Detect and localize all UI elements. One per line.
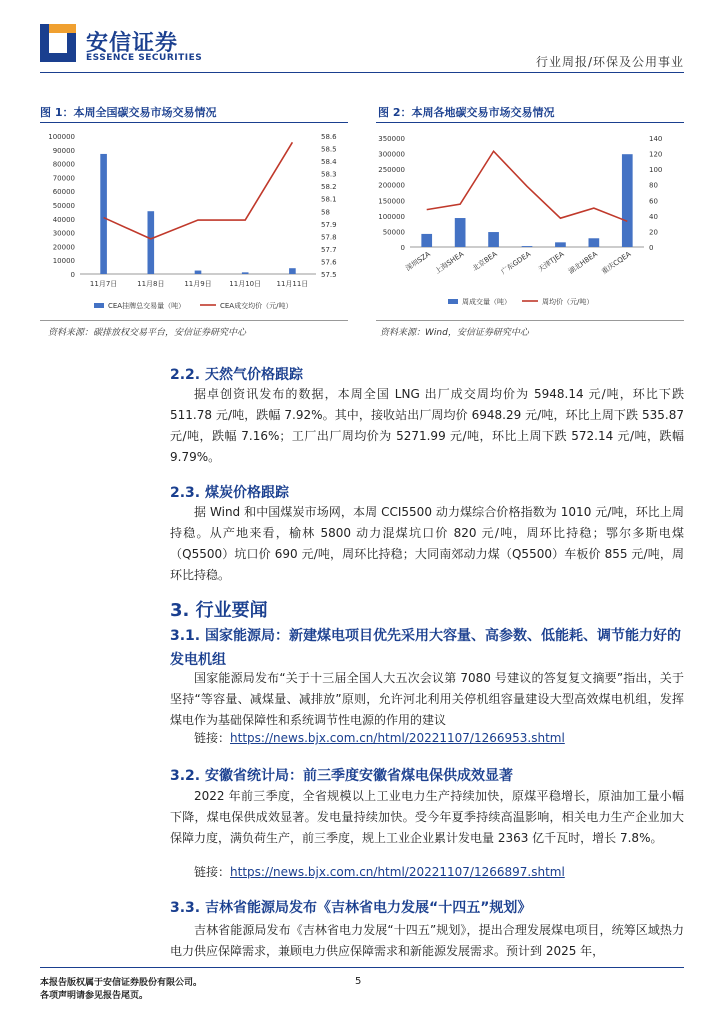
figure1-rule bbox=[40, 122, 348, 123]
y-right-tick: 57.6 bbox=[321, 258, 337, 267]
y-right-tick: 40 bbox=[649, 212, 658, 221]
logo-text: 安信证券 bbox=[86, 31, 179, 56]
section-3-3-title: 3.3. 吉林省能源局发布《吉林省电力发展“十四五”规划》 bbox=[170, 900, 532, 916]
figure1-bottom-rule bbox=[40, 320, 348, 321]
bar bbox=[622, 154, 633, 247]
x-tick: 广东GDEA bbox=[499, 250, 533, 277]
bar bbox=[147, 211, 154, 274]
y-left-tick: 50000 bbox=[382, 228, 405, 237]
x-tick: 11月10日 bbox=[229, 280, 262, 288]
section-2-3-text: 据 Wind 和中国煤炭市场网，本周 CCI5500 动力煤综合价格指数为 1010 元/吨，环比上周持稳。从产地来看，榆林 5800 动力混煤坑口价 820 元/吨，周环比持稳；鄂尔多斯电煤（Q5500）坑口价 690 元/吨，周环比持稳；大同南郊动力煤（Q5500）车板价 855 元/吨，周环比持稳。 bbox=[170, 505, 684, 582]
section-3-1-text: 国家能源局发布“关于十三届全国人大五次会议第 7080 号建议的答复复文摘要”指出，关于坚持“等容量、减煤量、减排放”原则，允许河北利用关停机组容量建设大型高效煤电机组，发挥煤电作为基础保障性和系统调节性电源的作用的建议 bbox=[170, 671, 684, 727]
y-right-tick: 58.2 bbox=[321, 183, 337, 192]
footer-copyright: 本报告版权属于安信证券股份有限公司。 bbox=[40, 978, 203, 988]
link-label: 链接： bbox=[194, 865, 231, 879]
legend-bar-swatch bbox=[448, 299, 458, 304]
bar bbox=[242, 272, 249, 274]
bar bbox=[488, 232, 499, 247]
y-left-tick: 0 bbox=[70, 271, 75, 279]
y-left-tick: 60000 bbox=[52, 188, 75, 197]
figure1-title: 图 1：本周全国碳交易市场交易情况 bbox=[40, 106, 217, 119]
figure1-chart bbox=[40, 126, 356, 318]
bar bbox=[289, 268, 296, 274]
y-right-tick: 57.5 bbox=[321, 271, 337, 279]
figure2-bottom-rule bbox=[376, 320, 684, 321]
y-right-tick: 140 bbox=[649, 135, 663, 143]
y-right-tick: 58.1 bbox=[321, 195, 337, 204]
logo-subtext: ESSENCE SECURITIES bbox=[86, 53, 203, 63]
y-right-tick: 100 bbox=[649, 166, 663, 175]
y-left-tick: 350000 bbox=[378, 135, 405, 143]
news-link-1[interactable]: https://news.bjx.com.cn/html/20221107/1266953.shtml bbox=[230, 731, 565, 745]
y-left-tick: 0 bbox=[400, 244, 405, 252]
section-3-1-title: 3.1. 国家能源局：新建煤电项目优先采用大容量、高参数、低能耗、调节能力好的发电机组 bbox=[170, 628, 681, 668]
bar bbox=[100, 154, 107, 274]
y-right-tick: 58 bbox=[321, 208, 330, 217]
legend-bar-swatch bbox=[94, 303, 104, 308]
section-2-2-text: 据卓创资讯发布的数据，本周全国 LNG 出厂成交周均价为 5948.14 元/吨，环比下跌 511.78 元/吨，跌幅 7.92%。其中，接收站出厂周均价 6948.29 元/吨，环比上周下跌 535.87 元/吨，跌幅 7.16%；工厂出厂周均价为 5271.99 元/吨，环比上周下跌 572.14 元/吨，跌幅 9.79%。 bbox=[170, 387, 684, 464]
line-series bbox=[427, 151, 628, 221]
y-right-tick: 58.6 bbox=[321, 133, 337, 141]
section-3-3-text: 吉林省能源局发布《吉林省电力发展“十四五”规划》，提出合理发展煤电项目，统筹区域热力电力供应保障需求，兼顾电力供应保障需求和新能源发展需求。预计到 2025 年， bbox=[170, 923, 684, 958]
x-tick: 11月9日 bbox=[184, 280, 212, 288]
y-right-tick: 57.7 bbox=[321, 245, 337, 254]
y-left-tick: 250000 bbox=[378, 166, 405, 175]
y-left-tick: 10000 bbox=[52, 257, 75, 266]
figure2-title: 图 2：本周各地碳交易市场交易情况 bbox=[378, 106, 555, 119]
line-series bbox=[104, 142, 293, 239]
section-3-title: 3. 行业要闻 bbox=[170, 600, 268, 621]
y-left-tick: 40000 bbox=[52, 215, 75, 224]
y-left-tick: 30000 bbox=[52, 229, 75, 238]
bar bbox=[421, 234, 432, 247]
y-right-tick: 58.5 bbox=[321, 145, 337, 154]
bar bbox=[455, 218, 466, 247]
page-number: 5 bbox=[355, 976, 362, 987]
y-left-tick: 300000 bbox=[378, 150, 405, 159]
y-left-tick: 150000 bbox=[378, 197, 405, 206]
y-right-tick: 60 bbox=[649, 197, 658, 206]
y-left-tick: 200000 bbox=[378, 181, 405, 190]
footer-divider bbox=[40, 967, 684, 968]
section-3-2-title: 3.2. 安徽省统计局：前三季度安徽省煤电保供成效显著 bbox=[170, 768, 513, 784]
figure2-chart bbox=[372, 126, 688, 318]
bar bbox=[522, 246, 533, 247]
y-right-tick: 57.8 bbox=[321, 233, 337, 242]
y-right-tick: 58.3 bbox=[321, 170, 337, 179]
y-left-tick: 70000 bbox=[52, 174, 75, 183]
x-tick: 11月11日 bbox=[276, 280, 309, 288]
section-3-2-text: 2022 年前三季度，全省规模以上工业电力生产持续加快，原煤平稳增长，原油加工量小幅下降，煤电保供成效显著。发电量持续加快。受今年夏季持续高温影响，相关电力生产企业加大保障力度，满负荷生产，前三季度，规上工业企业累计发电量 2363 亿千瓦时，增长 7.8%。 bbox=[170, 789, 684, 845]
x-tick: 11月8日 bbox=[137, 280, 165, 288]
y-right-tick: 58.4 bbox=[321, 158, 337, 167]
legend-line-label: 周均价（元/吨） bbox=[542, 298, 594, 306]
y-left-tick: 50000 bbox=[52, 202, 75, 210]
y-right-tick: 0 bbox=[649, 244, 654, 252]
x-tick: 湖北HBEA bbox=[567, 250, 600, 276]
news-link-2[interactable]: https://news.bjx.com.cn/html/20221107/1266897.shtml bbox=[230, 865, 565, 879]
figure2-source: 资料来源：Wind，安信证券研究中心 bbox=[380, 328, 529, 338]
report-category: 行业周报/环保及公用事业 bbox=[535, 55, 684, 69]
y-left-tick: 100000 bbox=[48, 133, 75, 141]
logo-icon bbox=[40, 24, 76, 62]
y-left-tick: 100000 bbox=[378, 212, 405, 221]
header-divider bbox=[40, 72, 684, 73]
y-right-tick: 20 bbox=[649, 228, 658, 237]
bar bbox=[195, 271, 202, 274]
legend-bar-label: CEA挂牌总交易量（吨） bbox=[108, 302, 186, 310]
x-tick: 11月7日 bbox=[89, 280, 118, 288]
y-left-tick: 90000 bbox=[52, 146, 75, 155]
section-3-1-link-row bbox=[194, 729, 565, 746]
x-tick: 深圳SZA bbox=[404, 250, 432, 273]
legend-line-label: CEA成交均价（元/吨） bbox=[220, 302, 293, 310]
figure2-rule bbox=[376, 122, 684, 123]
bar bbox=[555, 242, 566, 247]
section-3-2-link-row bbox=[194, 863, 565, 880]
link-label: 链接： bbox=[194, 731, 231, 745]
x-tick: 重庆CQEA bbox=[600, 250, 633, 276]
x-tick: 天津TJEA bbox=[536, 250, 566, 274]
y-left-tick: 20000 bbox=[52, 243, 75, 252]
y-left-tick: 80000 bbox=[52, 160, 75, 169]
figure1-source: 资料来源：碳排放权交易平台，安信证券研究中心 bbox=[48, 328, 247, 338]
y-right-tick: 57.9 bbox=[321, 220, 337, 229]
section-2-3-title: 2.3. 煤炭价格跟踪 bbox=[170, 485, 289, 501]
footer-disclaimer: 各项声明请参见报告尾页。 bbox=[40, 991, 149, 1001]
section-2-2-title: 2.2. 天然气价格跟踪 bbox=[170, 367, 303, 383]
y-right-tick: 120 bbox=[649, 150, 663, 159]
x-tick: 上海SHEA bbox=[433, 250, 466, 276]
y-right-tick: 80 bbox=[649, 181, 658, 190]
bar bbox=[589, 238, 600, 247]
legend-bar-label: 周成交量（吨） bbox=[462, 298, 511, 306]
x-tick: 北京BEA bbox=[471, 250, 499, 273]
